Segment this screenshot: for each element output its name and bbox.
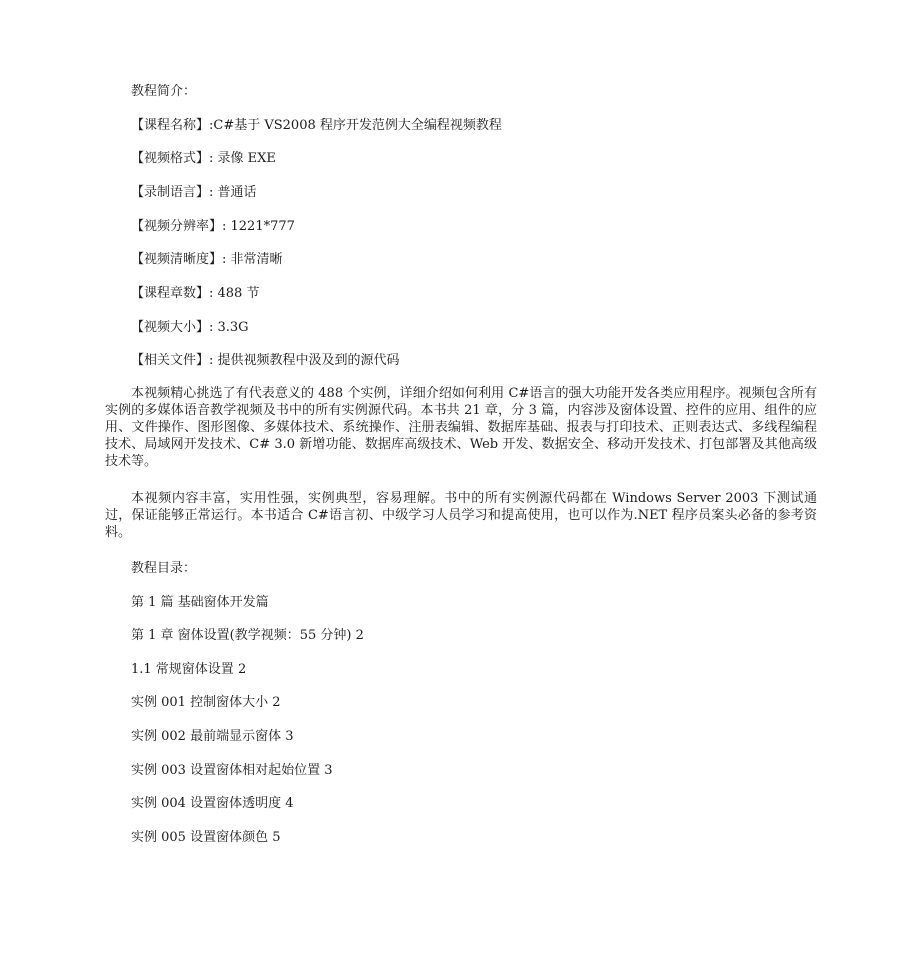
field-clarity: 【视频清晰度】: 非常清晰 [131,252,283,267]
intro-heading: 教程简介： [131,84,197,99]
toc-item: 实例 004 设置窗体透明度 4 [131,796,294,811]
toc-item: 1.1 常规窗体设置 2 [131,662,247,677]
intro-paragraph-2: 本视频内容丰富，实用性强，实例典型，容易理解。书中的所有实例源代码都在 Windows Server 2003 下测试通过，保证能够正常运行。本书适合 C#语言初、中级学习人员学习和提高使用，也可以作为.NET 程序员案头必备的参考资料。 [105,491,817,540]
field-video-size: 【视频大小】: 3.3G [131,320,249,335]
intro-paragraph-1: 本视频精心挑选了有代表意义的 488 个实例，详细介绍如何利用 C#语言的强大功能开发各类应用程序。视频包含所有实例的多媒体语音教学视频及书中的所有实例源代码。本书共 21 章，分 3 篇，内容涉及窗体设置、控件的应用、组件的应用、文件操作、图形图像、多媒体技术、系统操作、注册表编辑、数据库基础、报表与打印技术、正则表达式、多线程编程技术、局域网开发技术、C# 3.0 新增功能、数据库高级技术、Web 开发、数据安全、移动开发技术、打包部署及其他高级技术等。 [105,386,817,469]
field-chapter-count: 【课程章数】: 488 节 [131,286,260,301]
toc-item: 实例 002 最前端显示窗体 3 [131,729,294,744]
field-language: 【录制语言】: 普通话 [131,185,257,200]
field-course-name: 【课程名称】:C#基于 VS2008 程序开发范例大全编程视频教程 [131,118,502,133]
toc-item: 第 1 章 窗体设置(教学视频：55 分钟) 2 [131,628,364,643]
toc-item: 实例 001 控制窗体大小 2 [131,695,281,710]
field-resolution: 【视频分辨率】: 1221*777 [131,219,295,234]
toc-item: 实例 003 设置窗体相对起始位置 3 [131,763,333,778]
toc-item: 第 1 篇 基础窗体开发篇 [131,595,269,610]
field-related-files: 【相关文件】: 提供视频教程中汲及到的源代码 [131,353,400,368]
field-video-format: 【视频格式】: 录像 EXE [131,151,276,166]
toc-item: 实例 005 设置窗体颜色 5 [131,830,281,845]
toc-heading: 教程目录： [131,561,197,576]
